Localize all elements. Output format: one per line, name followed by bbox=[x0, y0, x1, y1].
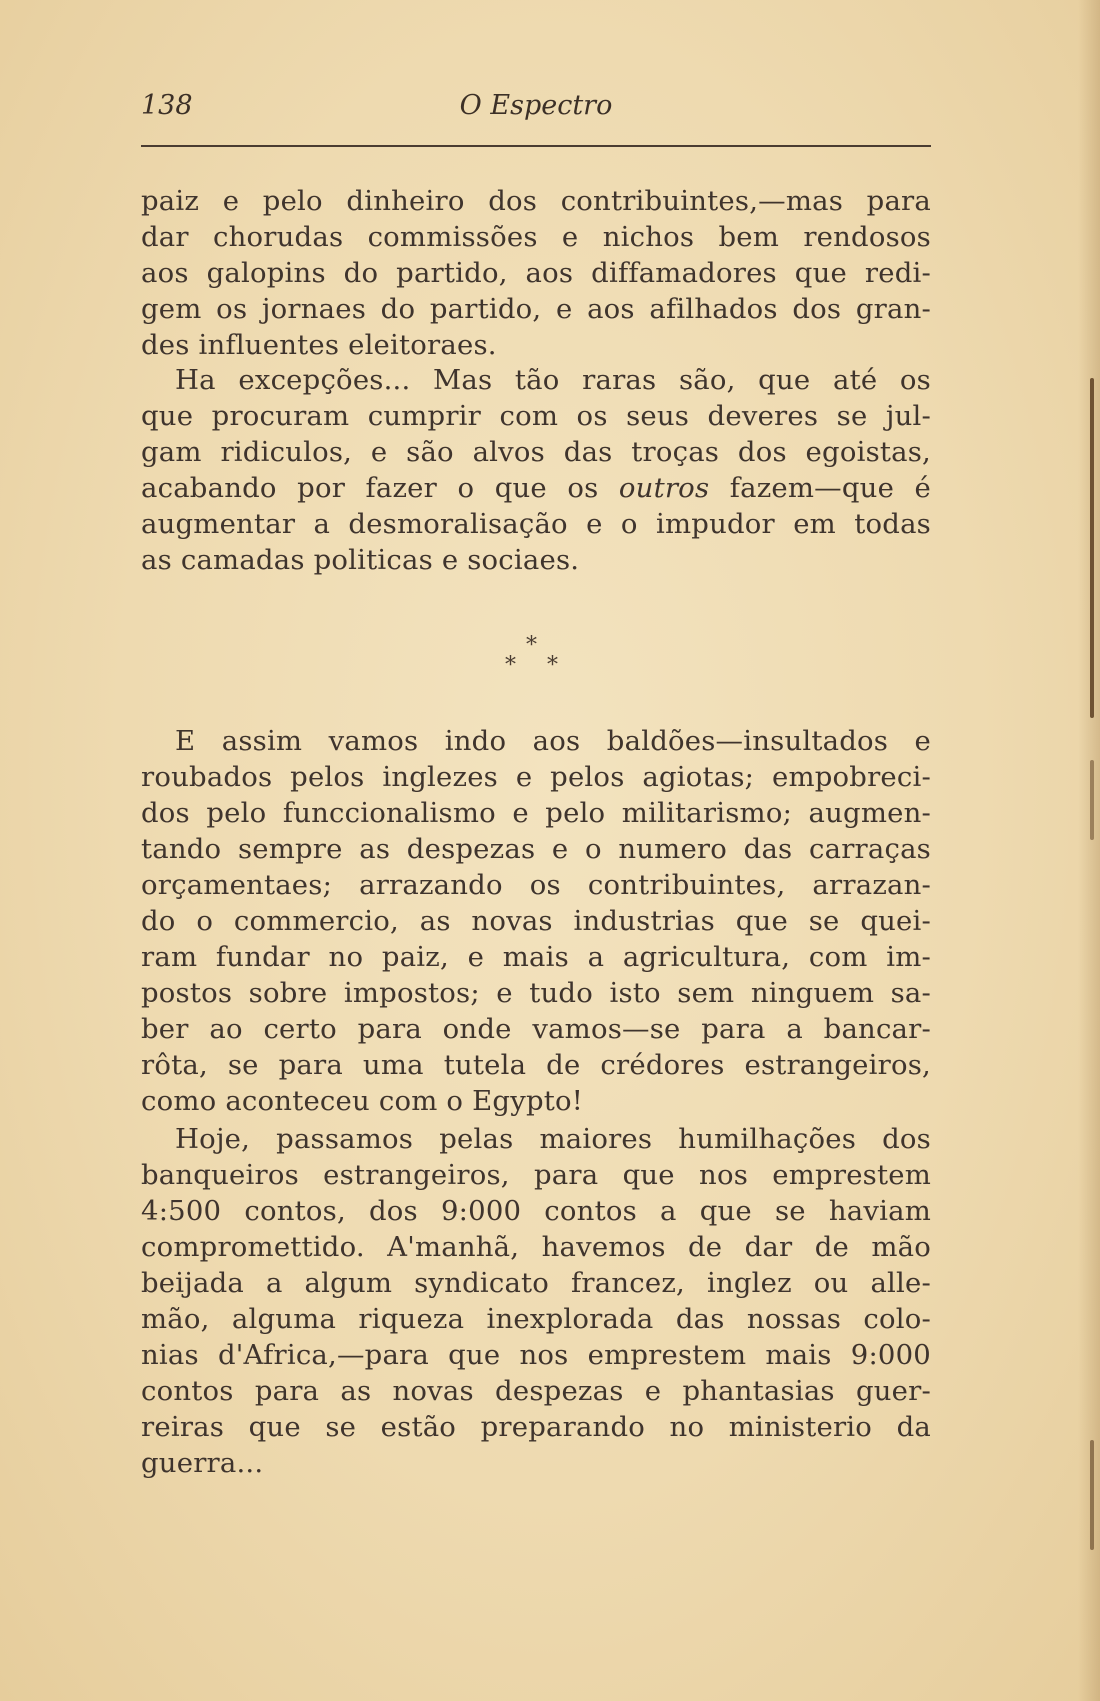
page-edge-mark bbox=[1090, 1440, 1094, 1550]
text-line: do o commercio, as novas industrias que se quei- bbox=[141, 905, 931, 937]
asterism-separator bbox=[0, 633, 1100, 685]
text-line: des influentes eleitoraes. bbox=[141, 329, 497, 361]
text-line: aos galopins do partido, aos diffamadores que redi- bbox=[141, 257, 931, 289]
text-line: gem os jornaes do partido, e aos afilhados dos gran- bbox=[141, 293, 931, 325]
text-line: nias d'Africa,—para que nos emprestem mais 9:000 bbox=[141, 1339, 931, 1371]
text-line: rôta, se para uma tutela de crédores estrangeiros, bbox=[141, 1049, 931, 1081]
text-line: 4:500 contos, dos 9:000 contos a que se haviam bbox=[141, 1195, 931, 1227]
running-title: O Espectro bbox=[459, 90, 613, 121]
text-line: dar chorudas commissões e nichos bem rendosos bbox=[141, 221, 931, 253]
text-line: reiras que se estão preparando no ministerio da bbox=[141, 1411, 931, 1443]
text-line: augmentar a desmoralisação e o impudor em todas bbox=[141, 508, 931, 540]
text-line: orçamentaes; arrazando os contribuintes, arrazan- bbox=[141, 869, 931, 901]
page-number: 138 bbox=[141, 90, 193, 121]
text-line: gam ridiculos, e são alvos das troças dos egoistas, bbox=[141, 436, 931, 468]
text-line: Ha excepções... Mas tão raras são, que até os bbox=[175, 364, 931, 396]
text-line: ber ao certo para onde vamos—se para a bancar- bbox=[141, 1013, 931, 1045]
text-line: as camadas politicas e sociaes. bbox=[141, 544, 580, 576]
text-line: paiz e pelo dinheiro dos contribuintes,—mas para bbox=[141, 185, 931, 217]
text-line-with-italic bbox=[141, 470, 931, 506]
page-edge-shadow bbox=[1078, 0, 1100, 1701]
text-line: roubados pelos inglezes e pelos agiotas; empobreci- bbox=[141, 761, 931, 793]
text-line: dos pelo funccionalismo e pelo militarismo; augmen- bbox=[141, 797, 931, 829]
text-line: banqueiros estrangeiros, para que nos emprestem bbox=[141, 1159, 931, 1191]
asterism-star: * bbox=[526, 633, 537, 658]
text-line: tando sempre as despezas e o numero das carraças bbox=[141, 833, 931, 865]
text-segment: fazem—que é bbox=[709, 472, 931, 504]
text-line: mão, alguma riqueza inexplorada das nossas colo- bbox=[141, 1303, 931, 1335]
text-line: ram fundar no paiz, e mais a agricultura, com im- bbox=[141, 941, 931, 973]
paragraph-baldoes bbox=[141, 723, 931, 1119]
paragraph-continuation bbox=[141, 183, 931, 363]
text-line: beijada a algum syndicato francez, inglez ou alle- bbox=[141, 1267, 931, 1299]
text-line: como aconteceu com o Egypto! bbox=[141, 1085, 584, 1117]
text-line: compromettido. A'manhã, havemos de dar de mão bbox=[141, 1231, 931, 1263]
text-line: guerra... bbox=[141, 1447, 264, 1479]
asterism-star: * bbox=[547, 653, 558, 678]
header-rule bbox=[141, 145, 931, 147]
text-line: que procuram cumprir com os seus deveres se jul- bbox=[141, 400, 931, 432]
paragraph-hoje bbox=[141, 1121, 931, 1481]
paragraph-exceptions bbox=[141, 362, 931, 578]
page-header bbox=[141, 90, 931, 130]
text-segment: acabando por fazer o que os bbox=[141, 472, 619, 504]
page-edge-mark bbox=[1090, 760, 1094, 840]
text-line: postos sobre impostos; e tudo isto sem ninguem sa- bbox=[141, 977, 931, 1009]
italic-word: outros bbox=[618, 472, 710, 504]
text-line: E assim vamos indo aos baldões—insultados e bbox=[175, 725, 931, 757]
text-line: Hoje, passamos pelas maiores humilhações dos bbox=[175, 1123, 931, 1155]
text-line: contos para as novas despezas e phantasias guer- bbox=[141, 1375, 931, 1407]
asterism-star: * bbox=[505, 653, 516, 678]
